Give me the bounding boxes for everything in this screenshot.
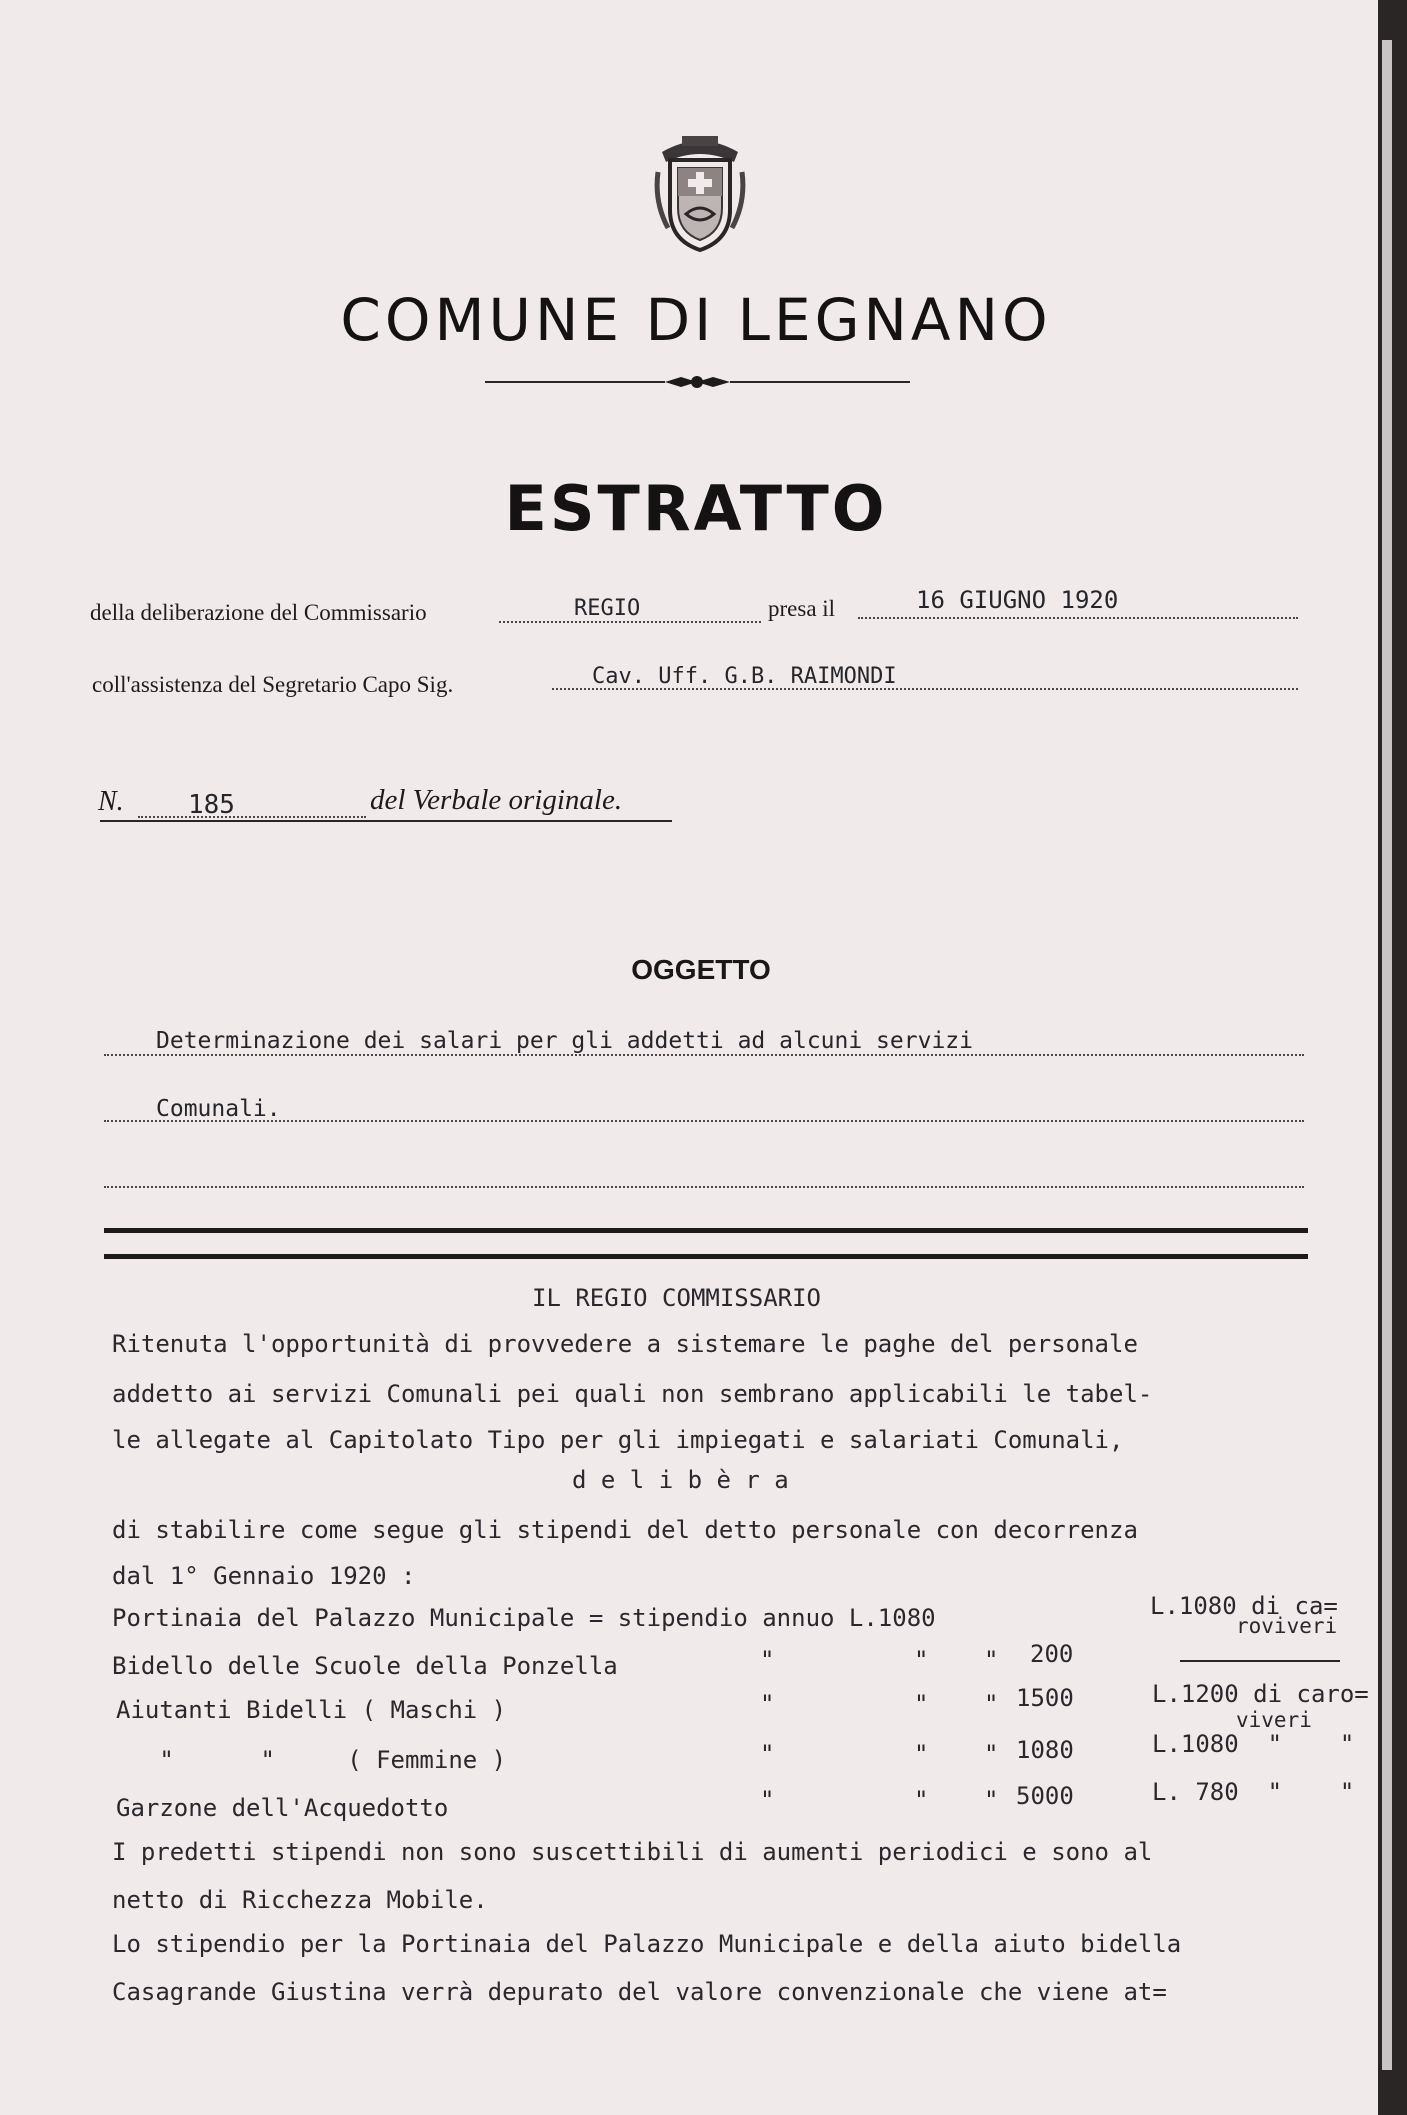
table-row-2-ditto-3: " (984, 1646, 999, 1674)
intro-line-1: Ritenuta l'opportunità di provvedere a sistemare le paghe del personale (112, 1330, 1138, 1358)
table-row-4-ditto-2: " (914, 1740, 929, 1768)
date-value: 16 GIUGNO 1920 (916, 586, 1119, 614)
document-type: ESTRATTO (504, 472, 888, 545)
table-row-1-extra2: roviveri (1236, 1614, 1338, 1638)
verbale-label: del Verbale originale. (370, 784, 623, 816)
table-row-5-role: Garzone dell'Acquedotto (116, 1794, 449, 1822)
table-row-2-amount: 200 (1030, 1640, 1074, 1668)
presa-label: presa il (768, 596, 836, 621)
table-row-4-ditto-3: " (984, 1740, 999, 1768)
table-row-2-ditto-1: " (760, 1646, 775, 1674)
verbale-underline (100, 820, 672, 822)
decision-line-2: dal 1° Gennaio 1920 : (112, 1562, 416, 1590)
commissario-dotted-field (499, 621, 761, 623)
number-dotted-field (138, 816, 366, 818)
institution-title: COMUNE DI LEGNANO (340, 286, 1052, 354)
oggetto-line-2: Comunali. (156, 1096, 281, 1122)
number-label: N. (98, 786, 124, 817)
closing-line-4: Casagrande Giustina verrà depurato del valore convenzionale che viene at= (112, 1978, 1167, 2006)
table-row-1-extra: L.1080 di ca= (1150, 1592, 1338, 1620)
table-row-1-underline (1180, 1660, 1340, 1662)
deliberation-label: della deliberazione del Commissario (90, 600, 427, 625)
coat-of-arms-icon (652, 132, 748, 254)
closing-line-3: Lo stipendio per la Portinaia del Palazzo Municipale e della aiuto bidella (112, 1930, 1182, 1958)
table-row-4-role: " " ( Femmine ) (116, 1746, 507, 1774)
commissario-value: REGIO (574, 596, 641, 621)
table-row-5-extra: L. 780 " " (1152, 1778, 1355, 1806)
table-row-3-ditto-3: " (984, 1690, 999, 1718)
oggetto-dotted-line-1 (104, 1054, 1304, 1056)
oggetto-dotted-line-2 (104, 1120, 1304, 1122)
body-heading: IL REGIO COMMISSARIO (532, 1284, 821, 1312)
oggetto-dotted-line-3 (104, 1186, 1304, 1188)
closing-line-1: I predetti stipendi non sono suscettibili di aumenti periodici e sono al (112, 1838, 1153, 1866)
table-row-3-ditto-1: " (760, 1690, 775, 1718)
table-row-4-ditto-1: " (760, 1740, 775, 1768)
page-edge-shadow (1378, 0, 1407, 2115)
table-row-3-amount: 1500 (1016, 1684, 1074, 1712)
table-row-4-amount: 1080 (1016, 1736, 1074, 1764)
secretary-label: coll'assistenza del Segretario Capo Sig. (92, 672, 454, 697)
table-row-4-extra: L.1080 " " (1152, 1730, 1355, 1758)
number-value: 185 (188, 790, 235, 820)
oggetto-heading: OGGETTO (631, 954, 771, 985)
separator-rule-top (104, 1228, 1308, 1233)
delibera-word: d e l i b è r a (572, 1466, 789, 1494)
separator-rule-bottom (104, 1254, 1308, 1259)
intro-line-3: le allegate al Capitolato Tipo per gli impiegati e salariati Comunali, (112, 1426, 1124, 1454)
table-row-3-role: Aiutanti Bidelli ( Maschi ) (116, 1696, 507, 1724)
table-row-5-ditto-2: " (914, 1786, 929, 1814)
table-row-3-ditto-2: " (914, 1690, 929, 1718)
table-row-5-ditto-1: " (760, 1786, 775, 1814)
table-row-2-ditto-2: " (914, 1646, 929, 1674)
table-row-1-role: Portinaia del Palazzo Municipale = stipendio annuo L.1080 (112, 1604, 936, 1632)
secretary-value: Cav. Uff. G.B. RAIMONDI (592, 664, 897, 689)
decision-line-1: di stabilire come segue gli stipendi del detto personale con decorrenza (112, 1516, 1138, 1544)
table-row-3-extra: L.1200 di caro= (1152, 1680, 1369, 1708)
table-row-2-role: Bidello delle Scuole della Ponzella (112, 1652, 618, 1680)
page-edge-strip (1382, 40, 1392, 2070)
oggetto-line-1: Determinazione dei salari per gli addetti ad alcuni servizi (156, 1028, 973, 1054)
date-dotted-field (858, 617, 1298, 619)
table-row-5-ditto-3: " (984, 1786, 999, 1814)
table-row-5-amount: 5000 (1016, 1782, 1074, 1810)
table-row-3-extra2: viveri (1236, 1708, 1312, 1732)
title-ornament (485, 372, 910, 392)
intro-line-2: addetto ai servizi Comunali pei quali non sembrano applicabili le tabel- (112, 1380, 1153, 1408)
closing-line-2: netto di Ricchezza Mobile. (112, 1886, 488, 1914)
